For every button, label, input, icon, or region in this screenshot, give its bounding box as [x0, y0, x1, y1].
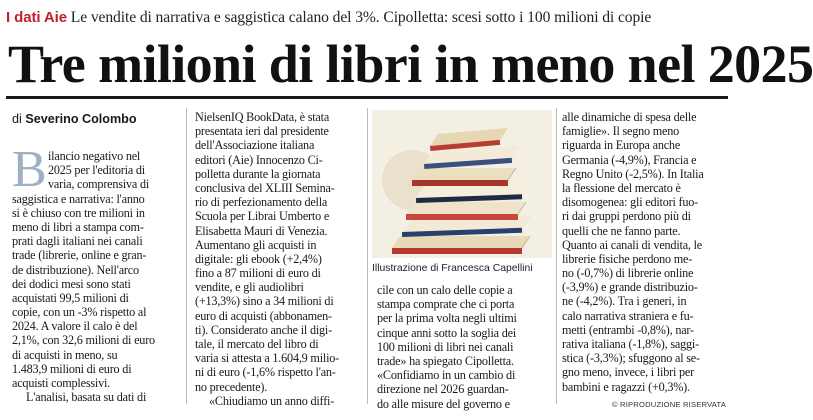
text-line: rativa italiana (-1,8%), saggi-: [562, 337, 699, 351]
text-line: ilancio negativo nel: [48, 149, 141, 163]
text-line: 2,1%, con 32,6 milioni di euro: [12, 333, 155, 348]
text-line: trade» ha spiegato Cipolletta.: [377, 353, 514, 368]
headline-rule: [6, 96, 728, 99]
text-line: NielsenIQ BookData, è stata: [195, 110, 330, 124]
text-line: polletta durante la giornata: [195, 166, 321, 181]
text-line: de distribuzione). Nell'arco: [12, 262, 139, 277]
text-line: Aumentano gli acquisti in: [195, 237, 317, 252]
column-divider: [367, 108, 368, 404]
article-column-1: [12, 141, 182, 405]
text-line: euro di acquisti (abbonamen-: [195, 308, 332, 323]
text-line: L'analisi, basata su dati di: [26, 390, 147, 405]
text-line: 2024. A valore il calo è del: [12, 319, 138, 334]
books-stack-image: [372, 110, 552, 258]
text-line: 2025 per l'editoria di: [48, 163, 145, 178]
headline: Tre milioni di libri in meno nel 2025: [8, 34, 813, 94]
text-line: disomogenea: gli editori fuo-: [562, 195, 699, 210]
text-line: fino a 87 milioni di euro di: [195, 266, 321, 281]
article-column-3: [377, 283, 555, 411]
text-line: do alle misure del governo e: [377, 396, 510, 411]
text-line: riguarda in Europa anche: [562, 138, 681, 153]
text-line: trade (librerie, online e gran-: [12, 248, 147, 263]
text-line: ni di euro (-1,6% rispetto l'an-: [195, 365, 336, 380]
text-line: stampa comprate che ci porta: [377, 297, 515, 312]
text-line: Scuola per Librai Umberto e: [195, 209, 330, 224]
kicker-tag: I dati Aie: [6, 9, 67, 26]
text-line: ri dai gruppi perdono più di: [562, 209, 691, 224]
article-column-2: [195, 110, 365, 408]
text-line: direzione nel 2026 guardan-: [377, 382, 509, 397]
text-line: acquisti complessivi.: [12, 376, 111, 390]
text-line: acquistati 99,5 milioni di: [12, 290, 129, 305]
text-line: Germania (-4,9%), Francia e: [562, 152, 697, 167]
text-line: (-3,9%) e grande distribuzio-: [562, 280, 698, 295]
text-line: calo narrativa straniera e fu-: [562, 308, 694, 323]
text-line: ne (-4,2%). Tra i generi, in: [562, 294, 687, 309]
text-line: la flessione del mercato è: [562, 180, 681, 195]
text-line: dell'Associazione italiana: [195, 138, 315, 153]
text-line: prati dagli italiani nei canali: [12, 234, 143, 249]
text-line: per la prima volta negli ultimi: [377, 311, 517, 326]
text-line: tale, il mercato del libro di: [195, 337, 319, 351]
text-line: metti (entrambi -0,8%), nar-: [562, 322, 694, 337]
column-divider: [556, 108, 557, 404]
article-column-4: [562, 110, 728, 394]
text-line: varia si attesta a 1.604,9 milio-: [195, 351, 340, 366]
column-divider: [186, 108, 187, 404]
text-line: di acquisti in meno, su: [12, 347, 118, 362]
text-line: stica (-3,3%); sfuggono al se-: [562, 351, 700, 366]
text-line: meno di libri a stampa com-: [12, 219, 144, 234]
text-line: conclusiva del XLIII Semina-: [195, 180, 335, 195]
text-line: «Chiudiamo un anno diffi-: [209, 393, 335, 408]
text-line: Regno Unito (-2,5%). In Italia: [562, 166, 704, 181]
text-line: Elisabetta Mauri di Venezia.: [195, 223, 328, 238]
text-line: no (-0,7%) di librerie online: [562, 266, 694, 281]
text-line: rio di perfezionamento della: [195, 195, 328, 210]
text-line: saggistica e narrativa: l'anno: [12, 191, 145, 206]
text-line: alle dinamiche di spesa delle: [562, 110, 697, 124]
text-line: ti). Considerato anche il digi-: [195, 322, 332, 337]
text-line: Quanto ai canali di vendita, le: [562, 237, 702, 252]
text-line: bambini e ragazzi (+0,3%).: [562, 379, 690, 394]
text-line: «Confidiamo in un cambio di: [377, 368, 516, 383]
text-line: famiglie». Il segno meno: [562, 124, 680, 139]
text-line: no precedente).: [195, 379, 268, 394]
text-line: quelli che ne fanno parte.: [562, 223, 681, 238]
byline-prefix: di: [12, 112, 22, 126]
text-line: cile con un calo delle copie a: [377, 283, 513, 297]
text-line: si è chiuso con tre milioni in: [12, 205, 145, 220]
text-line: cinque anni sotto la soglia dei: [377, 325, 517, 340]
image-caption: Illustrazione di Francesca Capellini: [372, 263, 533, 274]
text-line: gno meno, invece, i libri per: [562, 365, 694, 380]
kicker: [6, 6, 728, 30]
byline-author: Severino Colombo: [25, 112, 137, 126]
text-line: 100 milioni di libri nei canali: [377, 339, 514, 354]
text-line: varia, comprensiva di: [48, 177, 150, 192]
text-line: digitale: gli ebook (+2,4%): [195, 251, 322, 266]
text-line: 1.483,9 milioni di euro di: [12, 361, 132, 376]
text-line: copie, con un -3% rispetto al: [12, 305, 147, 320]
text-line: librerie fisiche perdono me-: [562, 251, 693, 266]
text-line: presentata ieri dal presidente: [195, 124, 329, 139]
text-line: editori (Aie) Innocenzo Ci-: [195, 152, 323, 167]
kicker-text: Le vendite di narrativa e saggistica calano del 3%. Cipolletta: scesi sotto i 100 milioni di copie: [70, 9, 652, 26]
drop-cap: B: [12, 141, 47, 198]
text-line: vendite, e gli audiolibri: [195, 280, 304, 295]
books-illustration: [372, 110, 552, 258]
byline: [12, 110, 182, 128]
text-line: dei dodici mesi sono stati: [12, 276, 131, 291]
text-line: (+13,3%) sino a 34 milioni di: [195, 294, 334, 309]
copyright-notice: © RIPRODUZIONE RISERVATA: [611, 400, 726, 409]
